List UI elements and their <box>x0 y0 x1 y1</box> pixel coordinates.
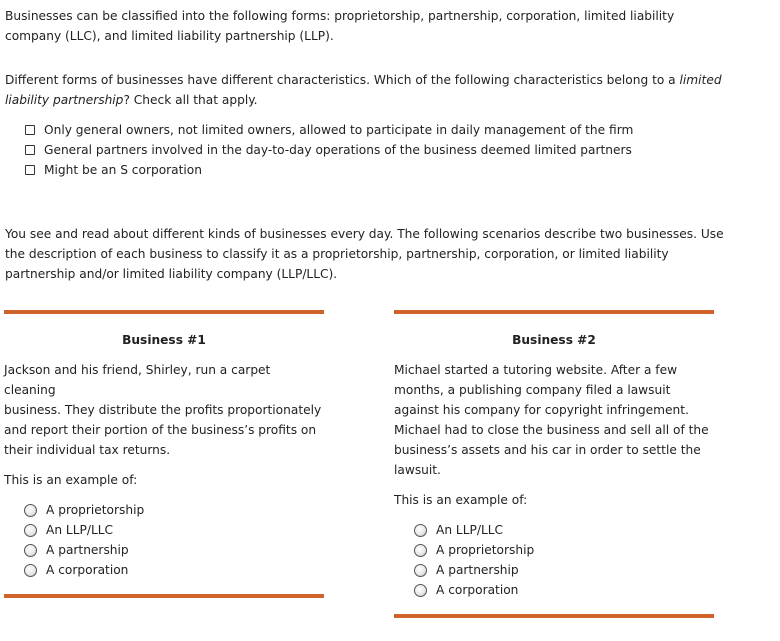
checkbox-option-3[interactable] <box>25 160 633 180</box>
checkbox-option-2[interactable] <box>25 140 633 160</box>
desc-line: their individual tax returns. <box>4 443 171 457</box>
radio-label: A partnership <box>46 543 129 557</box>
question-italic-1: limited <box>679 73 722 87</box>
question-text-1: Different forms of businesses have different characteristics. Which of the following characteristics belong to a <box>5 73 680 87</box>
checkbox-label: Might be an S corporation <box>44 163 202 177</box>
radio-button[interactable] <box>24 544 37 557</box>
radio-label: A partnership <box>436 563 519 577</box>
radio-label: An LLP/LLC <box>436 523 504 537</box>
radio-button[interactable] <box>414 524 427 537</box>
checkbox[interactable] <box>25 165 35 175</box>
desc-line: and report their portion of the business’s profits on <box>4 423 317 437</box>
business-2-title: Business #2 <box>512 333 596 347</box>
question-text-2: ? Check all that apply. <box>123 93 258 107</box>
desc-line: against his company for copyright infringement. <box>394 403 689 417</box>
desc-line: business’s assets and his car in order to settle the <box>394 443 701 457</box>
scenario-line-3: partnership and/or limited liability company (LLP/LLC). <box>5 267 338 281</box>
radio-button[interactable] <box>414 564 427 577</box>
desc-line: months, a publishing company filed a lawsuit <box>394 383 671 397</box>
accent-bar-top <box>4 310 324 314</box>
desc-line: lawsuit. <box>394 463 441 477</box>
radio-button[interactable] <box>414 584 427 597</box>
checkbox-label: General partners involved in the day-to-day operations of the business deemed limited partners <box>44 143 632 157</box>
business-2-description <box>394 360 714 480</box>
business-1-options <box>24 500 324 580</box>
accent-bar-top <box>394 310 714 314</box>
business-2-question: This is an example of: <box>394 493 528 507</box>
radio-label: A proprietorship <box>436 543 535 557</box>
business-2-panel <box>394 310 714 618</box>
desc-line: Jackson and his friend, Shirley, run a carpet cleaning <box>4 363 271 397</box>
desc-line: Michael started a tutoring website. After a few <box>394 363 678 377</box>
question-italic-2: liability partnership <box>5 93 124 107</box>
checkbox-label: Only general owners, not limited owners, allowed to participate in daily management of the firm <box>44 123 634 137</box>
radio-button[interactable] <box>24 564 37 577</box>
radio-button[interactable] <box>24 524 37 537</box>
checkbox[interactable] <box>25 125 35 135</box>
business-1-title: Business #1 <box>122 333 206 347</box>
radio-option-4[interactable] <box>414 580 714 600</box>
accent-bar-bottom <box>394 614 714 618</box>
radio-label: A corporation <box>436 583 519 597</box>
scenario-intro <box>5 224 745 284</box>
characteristics-checklist <box>25 120 633 180</box>
radio-label: An LLP/LLC <box>46 523 114 537</box>
desc-line: Michael had to close the business and sell all of the <box>394 423 709 437</box>
radio-button[interactable] <box>24 504 37 517</box>
intro-paragraph <box>5 6 705 46</box>
radio-label: A corporation <box>46 563 129 577</box>
radio-option-3[interactable] <box>24 540 324 560</box>
radio-option-2[interactable] <box>414 540 714 560</box>
business-1-panel <box>4 310 324 598</box>
intro-line-1: Businesses can be classified into the following forms: proprietorship, partnership, corporation, limited liability <box>5 9 675 23</box>
business-1-description <box>4 360 324 460</box>
radio-option-2[interactable] <box>24 520 324 540</box>
radio-option-1[interactable] <box>414 520 714 540</box>
accent-bar-bottom <box>4 594 324 598</box>
radio-button[interactable] <box>414 544 427 557</box>
checkbox[interactable] <box>25 145 35 155</box>
question-prompt <box>5 70 745 110</box>
desc-line: business. They distribute the profits proportionately <box>4 403 322 417</box>
checkbox-option-1[interactable] <box>25 120 633 140</box>
scenario-line-1: You see and read about different kinds of businesses every day. The following scenarios describe two businesses. Use <box>5 227 724 241</box>
business-2-options <box>414 520 714 600</box>
radio-option-3[interactable] <box>414 560 714 580</box>
radio-option-1[interactable] <box>24 500 324 520</box>
scenario-line-2: the description of each business to classify it as a proprietorship, partnership, corporation, or limited liability <box>5 247 669 261</box>
intro-line-2: company (LLC), and limited liability partnership (LLP). <box>5 29 334 43</box>
business-1-question: This is an example of: <box>4 473 138 487</box>
radio-option-4[interactable] <box>24 560 324 580</box>
radio-label: A proprietorship <box>46 503 145 517</box>
